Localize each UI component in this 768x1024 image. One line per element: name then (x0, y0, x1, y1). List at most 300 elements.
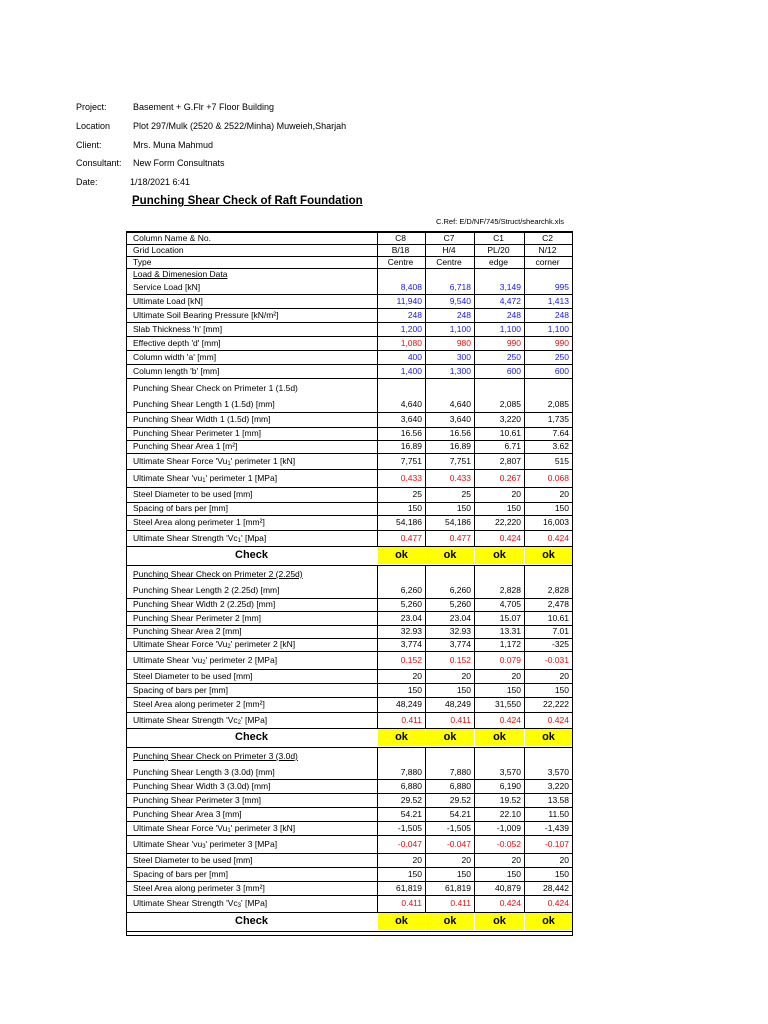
cell-value: 3,774 (400, 639, 422, 649)
cell-value: -0.047 (397, 839, 422, 849)
cell-value: 23.04 (400, 613, 422, 623)
label-text: Ultimate Shear 'vu (133, 655, 203, 665)
table-row (127, 683, 572, 697)
cell-value: 32.93 (400, 626, 422, 636)
row-label: Column Name & No. (133, 233, 211, 243)
cell-value: 16.89 (400, 441, 422, 451)
cell-value: 23.04 (449, 613, 471, 623)
cell-value: 1,100 (449, 324, 471, 334)
cell-value: 25 (461, 489, 471, 499)
label-subscript: 1 (227, 461, 231, 467)
check-result: ok (426, 729, 474, 746)
cell-value: 0.477 (449, 533, 471, 543)
cell-value: 7,880 (400, 767, 422, 777)
cell-value: 20 (412, 855, 422, 865)
row-label: Punching Shear Perimeter 3 [mm] (133, 795, 262, 805)
cell-value: 28,442 (543, 883, 569, 893)
column-divider (524, 232, 525, 378)
column-divider (474, 748, 475, 912)
cell-value: 3.62 (552, 441, 569, 451)
cell-value: 3,640 (400, 414, 422, 424)
cell-value: 3,149 (499, 282, 521, 292)
cell-value: 150 (407, 503, 422, 513)
calculation-sheet (126, 231, 573, 936)
cell-value: Centre (436, 257, 462, 267)
check-result: ok (378, 547, 425, 564)
cell-value: 32.93 (449, 626, 471, 636)
label-text: Ultimate Shear Strength 'Vc (133, 715, 238, 725)
cell-value: 0.079 (499, 655, 521, 665)
cell-value: 8,408 (400, 282, 422, 292)
cell-value: 0.424 (499, 533, 521, 543)
table-row (127, 336, 572, 350)
column-divider (425, 566, 426, 728)
row-label: Spacing of bars per [mm] (133, 503, 228, 513)
cell-value: 0.267 (499, 473, 521, 483)
check-row (127, 912, 572, 931)
cell-value: 6,190 (499, 781, 521, 791)
table-row (127, 350, 572, 364)
cell-value: -0.107 (544, 839, 569, 849)
cell-value: 2,478 (547, 599, 569, 609)
cell-value: 20 (461, 671, 471, 681)
cell-value: 2,828 (547, 585, 569, 595)
row-label: Column width 'a' [mm] (133, 352, 217, 362)
row-label: Steel Diameter to be used [mm] (133, 855, 253, 865)
label-text-end: ' perimeter 3 [kN] (230, 823, 296, 833)
row-label: Punching Shear Area 1 [m²] (133, 441, 238, 451)
row-label: Punching Shear Width 1 (1.5d) [mm] (133, 414, 271, 424)
table-row (127, 821, 572, 835)
cell-value: 0.424 (499, 898, 521, 908)
column-divider (377, 232, 378, 378)
cell-value: 10.61 (547, 613, 569, 623)
cell-value: 48,249 (396, 699, 422, 709)
table-row (127, 280, 572, 294)
table-row (127, 881, 572, 895)
cell-value: 7.01 (552, 626, 569, 636)
cell-value: 3,220 (499, 414, 521, 424)
column-divider (474, 232, 475, 378)
column-divider (377, 566, 378, 728)
cell-value: -1,505 (397, 823, 422, 833)
column-divider (425, 232, 426, 378)
row-label: Column length 'b' [mm] (133, 366, 220, 376)
check-result: ok (525, 729, 572, 746)
project-label: Project: (76, 102, 107, 112)
cell-value: 600 (506, 366, 521, 376)
cell-value: 16.56 (449, 428, 471, 438)
cell-value: 990 (506, 338, 521, 348)
cell-value: 22,220 (495, 517, 521, 527)
client-value: Mrs. Muna Mahmud (133, 140, 214, 150)
cell-value: 0.433 (449, 473, 471, 483)
cell-value: 20 (559, 855, 569, 865)
table-row (127, 453, 572, 469)
table-row (127, 427, 572, 440)
label-subscript: 2 (237, 720, 241, 726)
cell-value: 0.411 (450, 715, 471, 725)
document-title: Punching Shear Check of Raft Foundation (132, 195, 363, 207)
cell-value: 248 (506, 310, 521, 320)
cell-value: 1,100 (547, 324, 569, 334)
check-row (127, 546, 572, 565)
row-label: Steel Area along perimeter 1 [mm²] (133, 517, 265, 527)
table-row (127, 669, 572, 683)
cell-value: 61,819 (396, 883, 422, 893)
cell-value: 54.21 (400, 809, 422, 819)
cell-value: 1,172 (499, 639, 521, 649)
table-row (127, 625, 572, 638)
row-label: Load & Dimenesion Data (133, 269, 228, 279)
table-row (127, 440, 572, 453)
cell-value: 600 (554, 366, 569, 376)
table-row (127, 515, 572, 530)
row-label: Punching Shear Check on Primeter 1 (1.5d) (133, 383, 298, 393)
cell-value: 400 (407, 352, 422, 362)
cell-value: 15.07 (499, 613, 521, 623)
cell-value: C2 (542, 233, 553, 243)
row-label: Effective depth 'd' [mm] (133, 338, 221, 348)
cell-value: 48,249 (445, 699, 471, 709)
row-label: Punching Shear Width 3 (3.0d) [mm] (133, 781, 271, 791)
cell-value: 150 (506, 503, 521, 513)
cell-value: 13.58 (547, 795, 569, 805)
cell-value: C1 (493, 233, 504, 243)
cell-value: C8 (395, 233, 406, 243)
grid-line (127, 931, 572, 932)
label-text: Ultimate Shear Force 'Vu (133, 456, 228, 466)
cell-value: 0.477 (400, 533, 422, 543)
cell-value: 20 (511, 671, 521, 681)
table-row (127, 397, 572, 412)
cell-value: 150 (554, 685, 569, 695)
cell-value: 150 (456, 685, 471, 695)
column-divider (377, 748, 378, 912)
cell-value: 3,640 (449, 414, 471, 424)
cell-value: corner (535, 257, 560, 267)
location-label: Location (76, 121, 111, 131)
cell-value: 61,819 (445, 883, 471, 893)
table-row (127, 502, 572, 515)
column-divider (425, 748, 426, 912)
column-header-row (127, 244, 572, 256)
check-label: Check (235, 549, 269, 561)
column-divider (377, 379, 378, 546)
cell-value: 7,751 (400, 456, 422, 466)
table-row (127, 651, 572, 669)
cell-value: 990 (554, 338, 569, 348)
cell-value: 11,940 (396, 296, 422, 306)
row-label: Steel Area along perimeter 3 [mm²] (133, 883, 265, 893)
cell-value: -1,505 (446, 823, 471, 833)
row-label: Punching Shear Perimeter 1 [mm] (133, 428, 262, 438)
check-result: ok (426, 547, 474, 564)
cell-value: 2,807 (499, 456, 521, 466)
column-divider (474, 379, 475, 546)
cell-value: 0.433 (400, 473, 422, 483)
cell-value: 150 (506, 869, 521, 879)
table-row (127, 294, 572, 308)
date-value: 1/18/2021 6:41 (130, 177, 191, 187)
cell-value: 0.411 (401, 898, 422, 908)
cell-value: 7,880 (449, 767, 471, 777)
check-result: ok (475, 729, 524, 746)
row-label: Punching Shear Check on Primeter 3 (3.0d) (133, 751, 298, 761)
label-subscript: 1 (227, 828, 231, 834)
label-subscript: 3 (237, 903, 241, 909)
table-row (127, 469, 572, 487)
check-result: ok (525, 547, 572, 564)
cell-value: 248 (554, 310, 569, 320)
column-header-row (127, 232, 572, 244)
cell-value: 54,186 (396, 517, 422, 527)
cell-value: 0.152 (449, 655, 471, 665)
row-label: Ultimate Soil Bearing Pressure [kN/m²] (133, 310, 279, 320)
row-label: Type (133, 257, 152, 267)
cell-value: 150 (456, 869, 471, 879)
row-label: Punching Shear Width 2 (2.25d) [mm] (133, 599, 276, 609)
label-text-end: ' [Mpa] (240, 533, 267, 543)
row-label: Grid Location (133, 245, 184, 255)
grid-line (127, 268, 572, 269)
row-label: Steel Area along perimeter 2 [mm²] (133, 699, 265, 709)
cell-value: 150 (554, 503, 569, 513)
cell-value: 2,085 (547, 399, 569, 409)
table-row (127, 765, 572, 779)
column-header-row (127, 256, 572, 268)
cell-value: 54.21 (449, 809, 471, 819)
cell-value: 995 (554, 282, 569, 292)
cell-value: 5,260 (449, 599, 471, 609)
label-text-end: ' perimeter 2 [kN] (230, 639, 296, 649)
cell-value: 250 (506, 352, 521, 362)
cell-value: 0.424 (499, 715, 521, 725)
cell-value: -1,009 (496, 823, 521, 833)
cell-value: 0.152 (400, 655, 422, 665)
cell-value: 20 (511, 855, 521, 865)
cell-value: 0.068 (547, 473, 569, 483)
table-row (127, 853, 572, 867)
label-text-end: ' [MPa] (240, 715, 268, 725)
check-label: Check (235, 915, 269, 927)
cell-value: 150 (506, 685, 521, 695)
cell-value: C7 (443, 233, 455, 243)
table-row (127, 583, 572, 598)
cell-value: 4,640 (449, 399, 471, 409)
cell-value: 3,774 (449, 639, 471, 649)
cell-value: 20 (511, 489, 521, 499)
check-result: ok (378, 729, 425, 746)
cell-value: 25 (412, 489, 422, 499)
cell-value: 3,570 (499, 767, 521, 777)
client-label: Client: (76, 140, 102, 150)
table-row (127, 835, 572, 853)
cell-value: 248 (456, 310, 471, 320)
section-title (127, 566, 572, 583)
row-label: Punching Shear Area 3 [mm] (133, 809, 242, 819)
table-row (127, 867, 572, 881)
cell-value: 0.424 (547, 715, 569, 725)
section-title (127, 379, 572, 397)
cell-value: 1,080 (400, 338, 422, 348)
column-divider (425, 379, 426, 546)
cell-value: 1,400 (400, 366, 422, 376)
row-label: Punching Shear Length 2 (2.25d) [mm] (133, 585, 280, 595)
table-row (127, 322, 572, 336)
cell-value: B/18 (391, 245, 410, 255)
check-row (127, 728, 572, 747)
check-result: ok (525, 913, 572, 930)
table-row (127, 487, 572, 502)
row-label: Punching Shear Length 1 (1.5d) [mm] (133, 399, 275, 409)
row-label: Spacing of bars per [mm] (133, 869, 228, 879)
cell-value: 0.424 (547, 533, 569, 543)
label-subscript: 1 (202, 478, 206, 484)
row-label: Spacing of bars per [mm] (133, 685, 228, 695)
cell-value: N/12 (538, 245, 557, 255)
label-text-end: ' [MPa] (240, 898, 268, 908)
table-row (127, 364, 572, 378)
location-value: Plot 297/Mulk (2520 & 2522/Minha) Muweieh,Sharjah (133, 121, 347, 131)
label-text-end: ' perimeter 3 [MPa] (205, 839, 278, 849)
table-row (127, 712, 572, 728)
label-subscript: 3 (202, 844, 206, 850)
table-row (127, 611, 572, 625)
consultant-value: New Form Consultnats (133, 158, 225, 168)
check-result: ok (475, 547, 524, 564)
cell-value: 22,222 (543, 699, 569, 709)
label-text: Ultimate Shear Strength 'Vc (133, 533, 238, 543)
cell-value: 6,260 (449, 585, 471, 595)
label-text: Ultimate Shear 'vu (133, 473, 203, 483)
cell-value: 7.64 (552, 428, 569, 438)
cell-value: 4,705 (499, 599, 521, 609)
cell-value: 11.50 (548, 809, 569, 819)
cell-value: 6,260 (400, 585, 422, 595)
project-value: Basement + G.Flr +7 Floor Building (133, 102, 275, 112)
cell-value: 29.52 (449, 795, 471, 805)
label-text: Ultimate Shear 'vu (133, 839, 203, 849)
grid-line (127, 232, 572, 233)
column-divider (524, 748, 525, 912)
label-subscript: 2 (227, 644, 231, 650)
check-label: Check (235, 731, 269, 743)
row-label: Service Load [kN] (133, 282, 201, 292)
table-row (127, 412, 572, 427)
cell-value: 1,100 (499, 324, 521, 334)
table-row (127, 697, 572, 712)
table-row (127, 598, 572, 611)
check-result: ok (475, 913, 524, 930)
section-title (127, 748, 572, 765)
table-row (127, 793, 572, 807)
label-text: Ultimate Shear Strength 'Vc (133, 898, 238, 908)
label-text-end: ' perimeter 1 [MPa] (205, 473, 278, 483)
table-row (127, 779, 572, 793)
cell-value: 5,260 (400, 599, 422, 609)
cell-value: 6,880 (449, 781, 471, 791)
cell-value: 7,751 (449, 456, 471, 466)
row-label: Punching Shear Check on Primeter 2 (2.25d) (133, 569, 303, 579)
cell-value: 10.61 (499, 428, 521, 438)
cell-value: 0.411 (401, 715, 422, 725)
cell-value: 16.56 (400, 428, 422, 438)
cell-value: 13.31 (499, 626, 521, 636)
cell-value: 1,735 (547, 414, 569, 424)
cell-value: 4,472 (499, 296, 521, 306)
row-label: Steel Diameter to be used [mm] (133, 671, 253, 681)
cell-value: -0.031 (544, 655, 569, 665)
cell-value: 6.71 (504, 441, 521, 451)
cell-value: 29.52 (400, 795, 422, 805)
column-divider (524, 566, 525, 728)
cell-value: -1,439 (544, 823, 569, 833)
label-text: Ultimate Shear Force 'Vu (133, 823, 228, 833)
cell-value: edge (489, 257, 508, 267)
cell-value: 2,085 (499, 399, 521, 409)
table-row (127, 308, 572, 322)
cell-value: -0.052 (496, 839, 521, 849)
date-label: Date: (76, 177, 98, 187)
cell-value: 3,570 (547, 767, 569, 777)
table-row (127, 530, 572, 546)
cell-value: 980 (456, 338, 471, 348)
cell-value: 31,550 (495, 699, 521, 709)
cell-value: 1,413 (547, 296, 569, 306)
cell-value: 0.424 (547, 898, 569, 908)
cell-value: 16,003 (543, 517, 569, 527)
cell-value: Centre (387, 257, 414, 267)
cell-value: 150 (554, 869, 569, 879)
cell-value: 150 (407, 685, 422, 695)
cell-value: 248 (407, 310, 422, 320)
label-text-end: ' perimeter 2 [MPa] (205, 655, 278, 665)
column-divider (474, 566, 475, 728)
table-row (127, 638, 572, 651)
cell-value: 250 (554, 352, 569, 362)
cell-value: 150 (407, 869, 422, 879)
cell-value: 0.411 (450, 898, 471, 908)
label-text: Ultimate Shear Force 'Vu (133, 639, 228, 649)
table-row (127, 895, 572, 912)
cell-value: 300 (456, 352, 471, 362)
cell-value: 1,300 (449, 366, 471, 376)
table-row (127, 807, 572, 821)
cell-value: -325 (551, 639, 569, 649)
cell-value: 1,200 (400, 324, 422, 334)
cell-value: 20 (559, 489, 569, 499)
row-label: Slab Thickness 'h' [mm] (133, 324, 223, 334)
check-result: ok (378, 913, 425, 930)
section-title (127, 268, 572, 280)
cell-value: 20 (461, 855, 471, 865)
column-divider (524, 379, 525, 546)
label-text-end: ' perimeter 1 [kN] (230, 456, 296, 466)
cell-value: 20 (559, 671, 569, 681)
cell-value: 40,879 (495, 883, 521, 893)
cell-value: 515 (554, 456, 569, 466)
cell-value: 22.10 (499, 809, 521, 819)
row-label: Punching Shear Length 3 (3.0d) [mm] (133, 767, 275, 777)
cell-value: 3,220 (547, 781, 569, 791)
cell-value: -0.047 (446, 839, 471, 849)
cell-value: 150 (456, 503, 471, 513)
check-result: ok (426, 913, 474, 930)
cell-value: 6,880 (400, 781, 422, 791)
cell-value: 2,828 (499, 585, 521, 595)
file-reference: C.Ref: E/D/NF/745/Struct/shearchk.xls (436, 217, 564, 226)
